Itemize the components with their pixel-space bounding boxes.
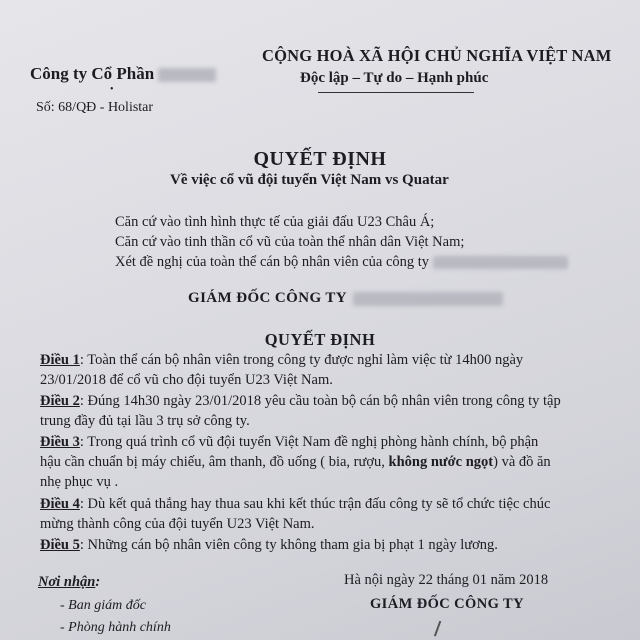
director-heading-text: GIÁM ĐỐC CÔNG TY: [188, 290, 348, 306]
document-number: Số: 68/QĐ - Holistar: [36, 100, 154, 115]
company-name: [30, 64, 216, 84]
article-4: [40, 496, 550, 513]
article-2-cont: trung đầy đủ tại lầu 3 trụ sở công ty.: [40, 413, 250, 429]
recipient-1: - Ban giám đốc: [60, 598, 146, 613]
place-date: Hà nội ngày 22 tháng 01 năm 2018: [344, 572, 549, 588]
article-1-cont: 23/01/2018 để cổ vũ cho đội tuyển U23 Việt Nam.: [40, 372, 333, 388]
article-3-cont-end: ) và đồ ăn: [493, 454, 551, 470]
article-3: [40, 434, 538, 451]
article-4-text: : Dù kết quả thắng hay thua sau khi kết thúc trận đấu công ty sẽ tổ chức tiệc chúc: [79, 496, 551, 512]
article-4-cont: mừng thành công của đội tuyển U23 Việt Nam.: [40, 516, 315, 532]
document-subtitle: Về việc cổ vũ đội tuyển Việt Nam vs Quatar: [170, 172, 449, 188]
article-3-cont-text: hậu cần chuẩn bị máy chiếu, âm thanh, đồ uống ( bia, rượu,: [40, 454, 389, 470]
article-5-text: : Những cán bộ nhân viên công ty không tham gia bị phạt 1 ngày lương.: [79, 537, 498, 553]
article-5: [40, 537, 498, 554]
republic-heading: CỘNG HOÀ XÃ HỘI CHỦ NGHĨA VIỆT NAM: [262, 46, 612, 65]
article-2-text: : Đúng 14h30 ngày 23/01/2018 yêu cầu toàn bộ cán bộ nhân viên trong công ty tập: [79, 393, 561, 409]
document-title: QUYẾT ĐỊNH: [253, 148, 387, 170]
article-3-cont-2: nhẹ phục vụ .: [40, 474, 119, 490]
article-1: [40, 352, 523, 369]
director-heading: [188, 290, 503, 307]
article-3-label: Điều 3: [40, 434, 80, 450]
company-dot: •: [110, 84, 114, 95]
national-motto: Độc lập – Tự do – Hạnh phúc: [300, 70, 489, 86]
basis-line-1: Căn cứ vào tình hình thực tế của giải đấu U23 Châu Á;: [115, 214, 435, 230]
article-1-label: Điều 1: [40, 352, 80, 368]
decision-heading: QUYẾT ĐỊNH: [264, 330, 376, 349]
article-2: [40, 393, 561, 410]
company-name-text: Công ty Cổ Phần: [30, 64, 155, 83]
redacted-company: [433, 256, 568, 269]
recipients-colon: :: [95, 574, 101, 590]
signature-mark: [434, 621, 460, 640]
basis-line-3-text: Xét đề nghị của toàn thể cán bộ nhân viên của công ty: [115, 254, 430, 270]
recipients-label: [38, 574, 100, 591]
basis-line-2: Căn cứ vào tinh thần cổ vũ của toàn thể nhân dân Việt Nam;: [115, 234, 465, 250]
motto-underline: [318, 92, 474, 93]
basis-line-3: [115, 254, 568, 271]
article-1-text: : Toàn thể cán bộ nhân viên trong công ty được nghỉ làm việc từ 14h00 ngày: [79, 352, 524, 368]
signer-title: GIÁM ĐỐC CÔNG TY: [370, 596, 524, 612]
article-3-cont: [40, 454, 551, 471]
article-3-text: : Trong quá trình cổ vũ đội tuyển Việt Nam đề nghị phòng hành chính, bộ phận: [79, 434, 539, 450]
article-2-label: Điều 2: [40, 393, 80, 409]
redacted-company-name: [158, 68, 216, 82]
article-4-label: Điều 4: [40, 496, 80, 512]
redacted-director-company: [353, 292, 503, 306]
recipient-2: - Phòng hành chính: [60, 620, 171, 635]
article-3-emphasis: không nước ngọt: [388, 454, 494, 470]
recipients-label-text: Nơi nhận: [38, 574, 96, 590]
article-5-label: Điều 5: [40, 537, 80, 553]
